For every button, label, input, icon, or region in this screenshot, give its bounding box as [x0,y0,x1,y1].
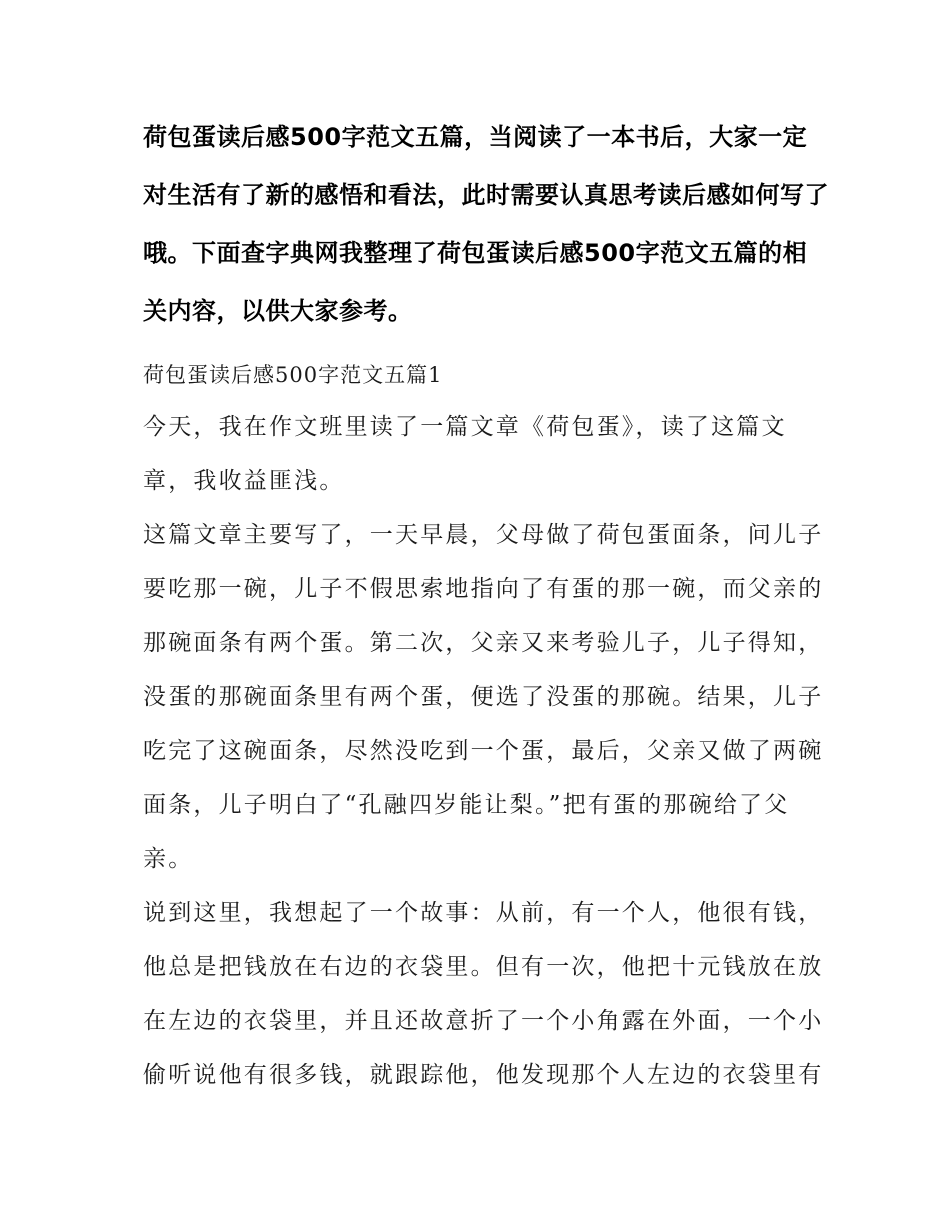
body-paragraph-2: 这篇文章主要写了，一天早晨，父母做了荷包蛋面条，问儿子要吃那一碗，儿子不假思索地指向了有蛋的那一碗，而父亲的那碗面条有两个蛋。第二次，父亲又来考验儿子，儿子得知，没蛋的那碗面条里有两个蛋，便选了没蛋的那碗。结果，儿子吃完了这碗面条，尽然没吃到一个蛋，最后，父亲又做了两碗面条，儿子明白了“孔融四岁能让梨。”把有蛋的那碗给了父亲。 [143,522,824,872]
body-paragraph-1: 今天，我在作文班里读了一篇文章《荷包蛋》，读了这篇文章，我收益匪浅。 [143,414,787,494]
section-title: 荷包蛋读后感500字范文五篇1 [143,363,443,387]
body-paragraph-3: 说到这里，我想起了一个故事：从前，有一个人，他很有钱，他总是把钱放在右边的衣袋里。但有一次，他把十元钱放在放在左边的衣袋里，并且还故意折了一个小角露在外面，一个小偷听说他有很多钱，就跟踪他，他发现那个人左边的衣袋里有 [143,900,824,1088]
intro-paragraph: 荷包蛋读后感500字范文五篇，当阅读了一本书后，大家一定对生活有了新的感悟和看法，此时需要认真思考读后感如何写了哦。下面查字典网我整理了荷包蛋读后感500字范文五篇的相关内容，以供大家参考。 [143,123,829,325]
